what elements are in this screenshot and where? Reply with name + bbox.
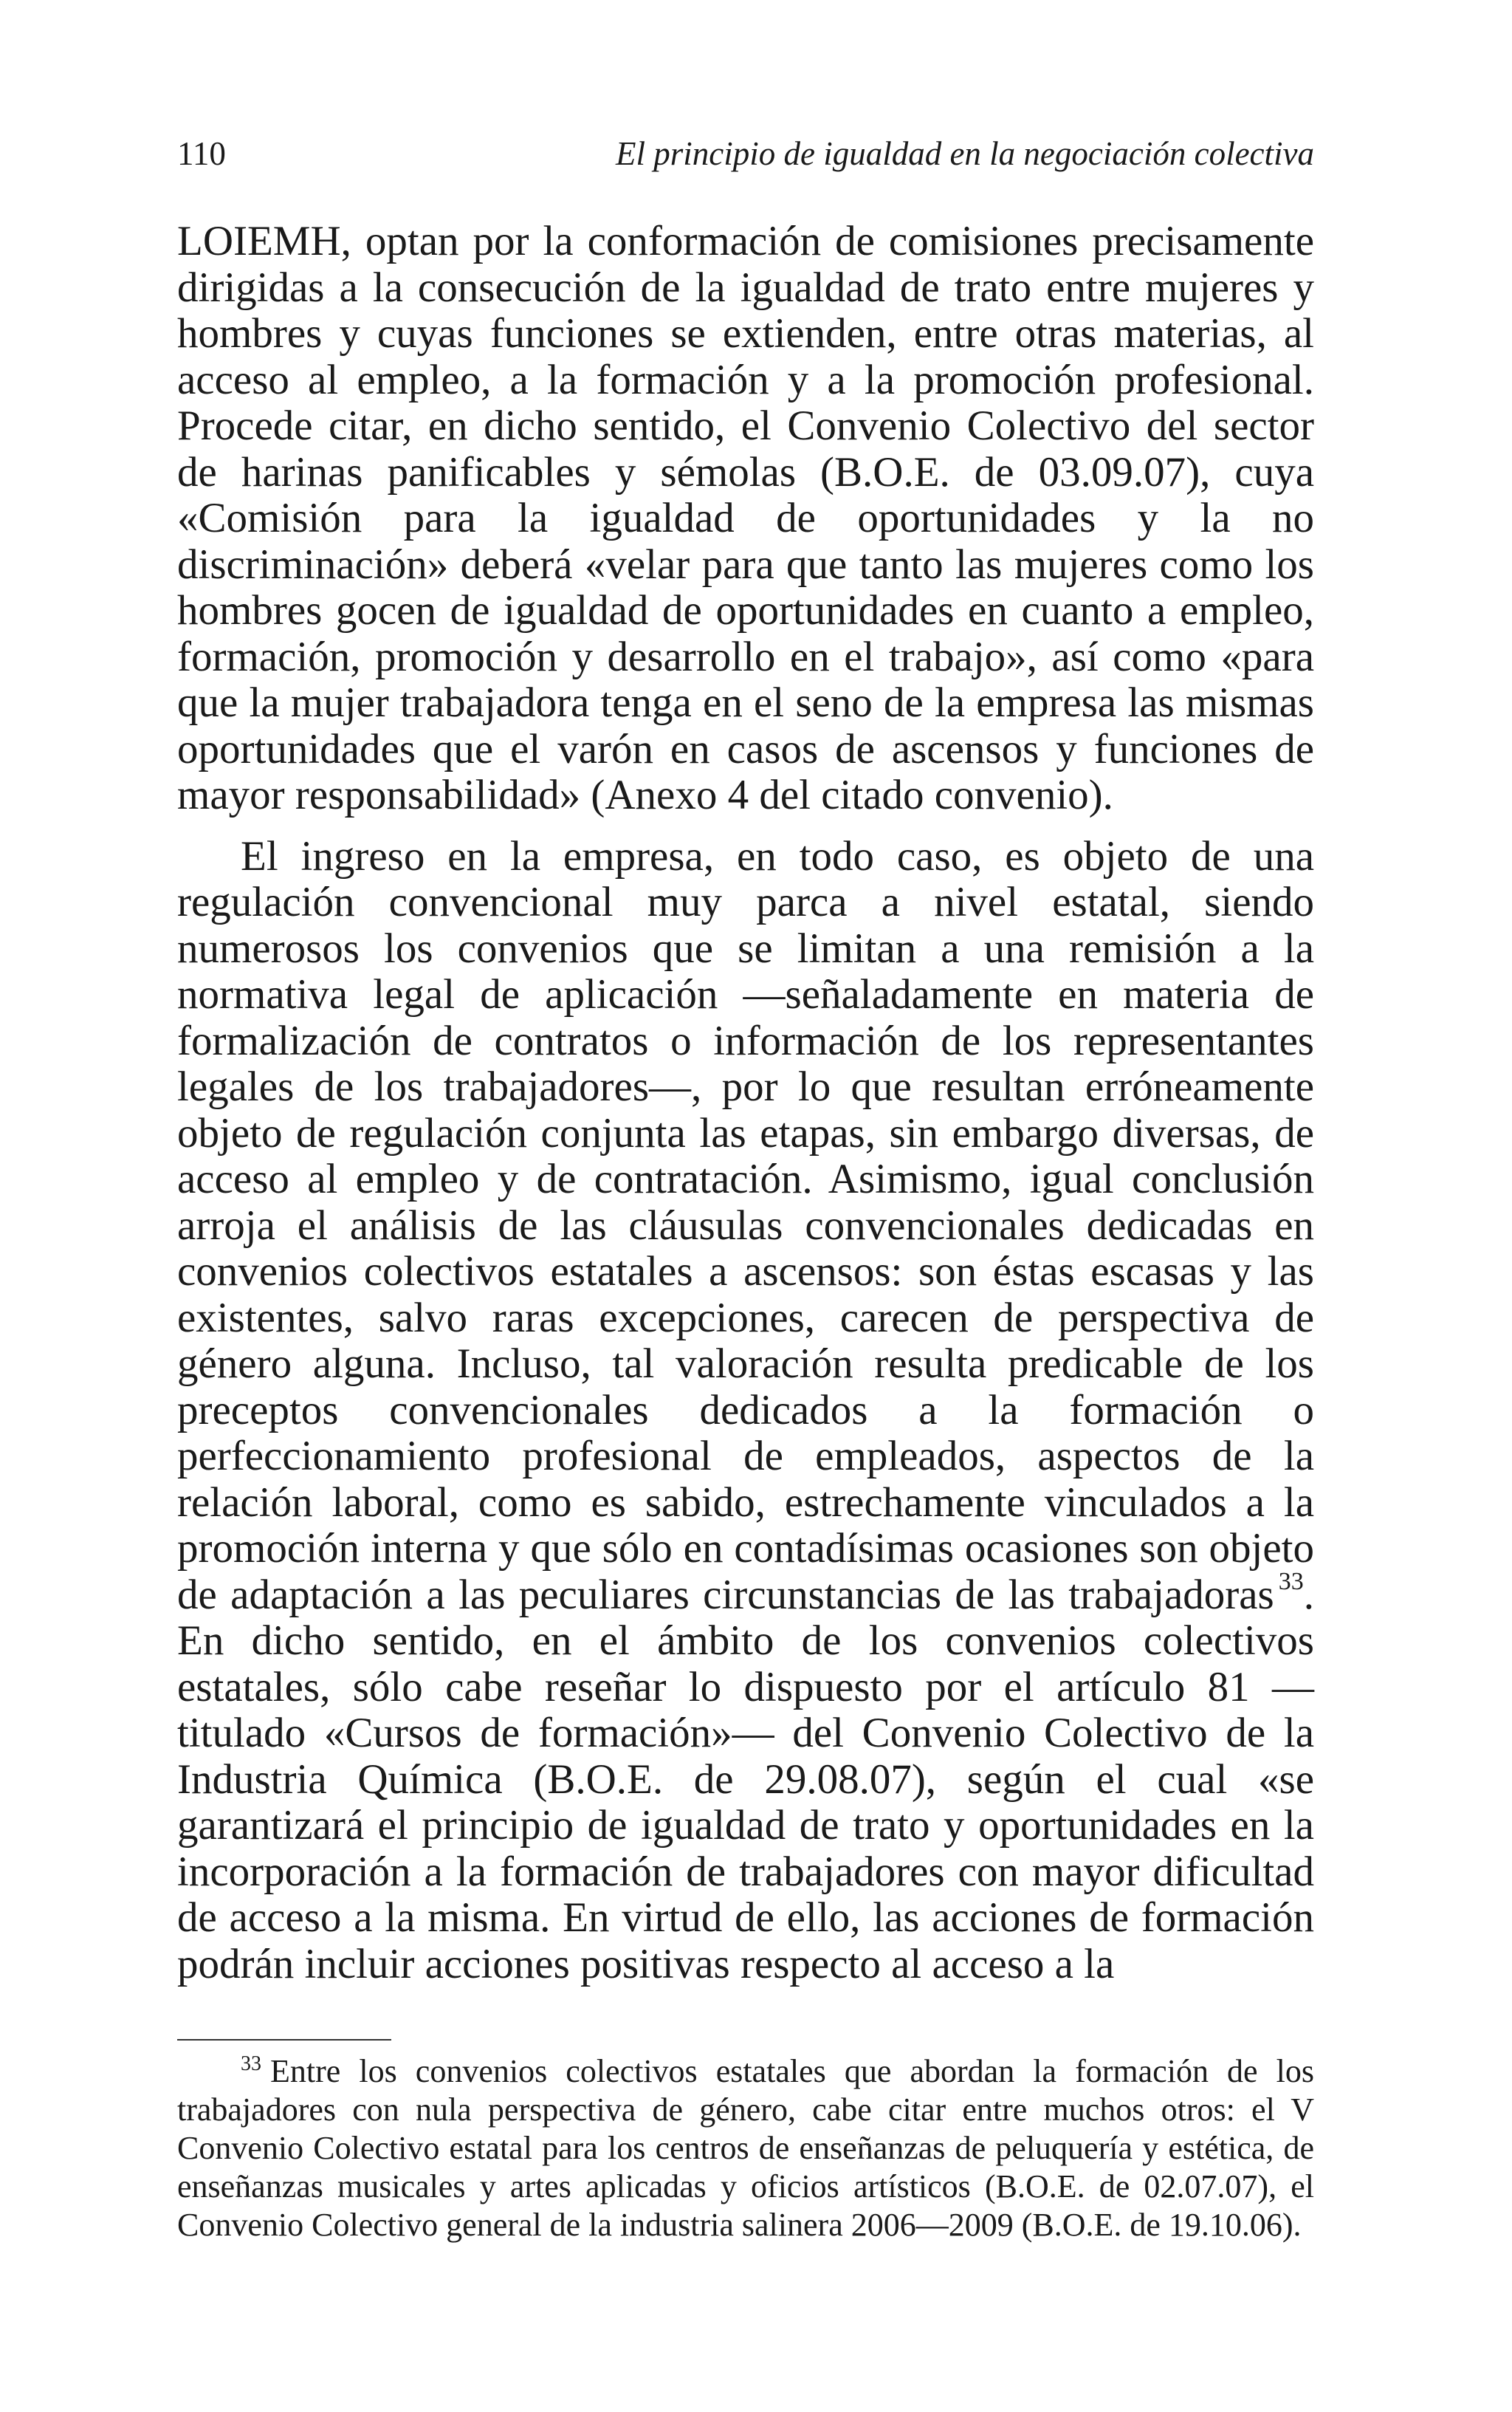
paragraph-2 bbox=[177, 834, 1314, 1988]
footnote-divider bbox=[177, 2039, 391, 2041]
paragraph-2-part-2: . En dicho sentido, en el ámbito de los convenios colectivos estatales, sólo cabe reseñar lo dispuesto por el artículo 81 —titulado «Cursos de formación»— del Convenio Colectivo de la Industria Química (B.O.E. de 29.08.07), según el cual «se garantizará el principio de igualdad de trato y oportunidades en la incorporación a la formación de trabajadores con mayor dificultad de acceso a la misma. En virtud de ello, las acciones de formación podrán incluir acciones positivas respecto al acceso a la bbox=[177, 1571, 1314, 1987]
book-page bbox=[177, 131, 1314, 2244]
footnote bbox=[177, 2052, 1314, 2244]
body-text bbox=[177, 219, 1314, 1987]
paragraph-2-part-1: El ingreso en la empresa, en todo caso, es objeto de una regulación convencional muy parca a nivel estatal, siendo numerosos los convenios que se limitan a una remisión a la normativa legal de aplicación —señaladamente en materia de formalización de contratos o información de los representantes legales de los trabajadores—, por lo que resultan erróneamente objeto de regulación conjunta las etapas, sin embargo diversas, de acceso al empleo y de contratación. Asimismo, igual conclusión arroja el análisis de las cláusulas convencionales dedicadas en convenios colectivos estatales a ascensos: son éstas escasas y las existentes, salvo raras excepciones, carecen de perspectiva de género alguna. Incluso, tal valoración resulta predicable de los preceptos convencionales dedicados a la formación o perfeccionamiento profesional de empleados, aspectos de la relación laboral, como es sabido, estrechamente vinculados a la promoción interna y que sólo en contadísimas ocasiones son objeto de adaptación a las peculiares circunstancias de las trabajadoras bbox=[177, 832, 1314, 1618]
footnote-text: Entre los convenios colectivos estatales que abordan la formación de los trabajadores con nula perspectiva de género, cabe citar entre muchos otros: el V Convenio Colectivo estatal para los centros de enseñanzas de peluquería y estética, de enseñanzas musicales y artes aplicadas y oficios artísticos (B.O.E. de 02.07.07), el Convenio Colectivo general de la industria salinera 2006—2009 (B.O.E. de 19.10.06). bbox=[177, 2053, 1314, 2243]
footnote-number: 33 bbox=[241, 2052, 261, 2076]
running-title: El principio de igualdad en la negociación colectiva bbox=[615, 135, 1314, 172]
page-number: 110 bbox=[177, 135, 226, 172]
footnote-reference[interactable]: 33 bbox=[1278, 1567, 1304, 1595]
page-header bbox=[177, 131, 1314, 176]
paragraph-1: LOIEMH, optan por la conformación de comisiones precisamente dirigidas a la consecución de la igualdad de trato entre mujeres y hombres y cuyas funciones se extienden, entre otras materias, al acceso al empleo, a la formación y a la promoción profesional. Procede citar, en dicho sentido, el Convenio Colectivo del sector de harinas panificables y sémolas (B.O.E. de 03.09.07), cuya «Comisión para la igualdad de oportunidades y la no discriminación» deberá «velar para que tanto las mujeres como los hombres gocen de igualdad de oportunidades en cuanto a empleo, formación, promoción y desarrollo en el trabajo», así como «para que la mujer trabajadora tenga en el seno de la empresa las mismas oportunidades que el varón en casos de ascensos y funciones de mayor responsabilidad» (Anexo 4 del citado convenio). bbox=[177, 218, 1314, 818]
